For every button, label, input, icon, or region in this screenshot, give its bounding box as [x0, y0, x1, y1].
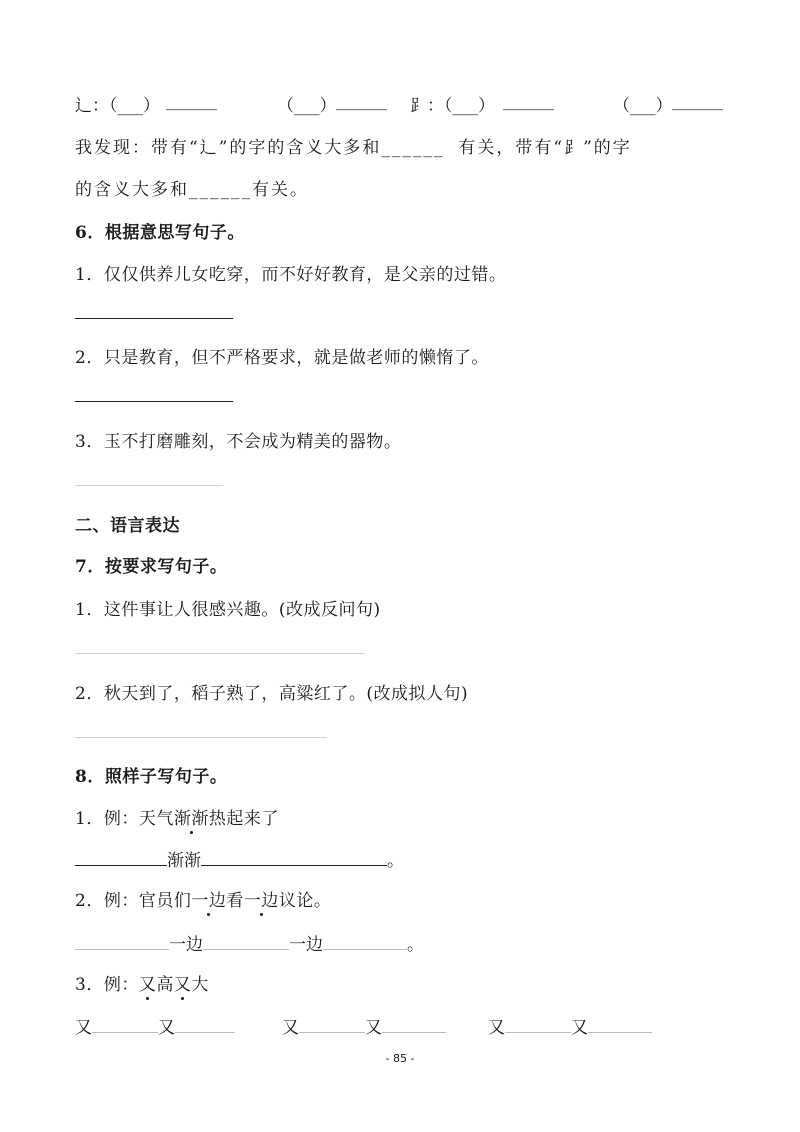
emphasis-dotted-word: 渐渐: [174, 804, 209, 829]
fill-blank[interactable]: [92, 1018, 158, 1033]
q7-answer-line-1[interactable]: [75, 653, 365, 654]
fill-blank[interactable]: [201, 851, 387, 866]
paren-blank[interactable]: （___）: [277, 96, 337, 116]
q8-heading: 8．照样子写句子。: [75, 767, 228, 787]
q7-answer-line-2[interactable]: [75, 737, 327, 738]
q8-fill-3: 又 又: [75, 1013, 235, 1038]
q6-item-3: 3．玉不打磨雕刻，不会成为精美的器物。: [75, 432, 402, 452]
fill-blank[interactable]: [505, 1018, 571, 1033]
radical-zu: ⻊: [410, 96, 427, 116]
fill-blank[interactable]: [382, 1018, 446, 1033]
emphasis-dotted-word: 又: [174, 970, 192, 995]
q7-item-2: 2．秋天到了，稻子熟了，高粱红了。(改成拟人句): [75, 684, 469, 704]
q6-answer-line-1[interactable]: [75, 318, 233, 319]
word-blank[interactable]: ______: [336, 91, 387, 111]
radical-chuo: 辶: [199, 138, 219, 158]
radical-zu: ⻊: [564, 138, 584, 158]
q7-item-1: 1．这件事让人很感兴趣。(改成反问句): [75, 600, 381, 620]
q7-heading: 7．按要求写句子。: [75, 557, 228, 577]
fill-blank[interactable]: [175, 1018, 235, 1033]
q6-item-2: 2．只是教育，但不严格要求，就是做老师的懒惰了。: [75, 348, 489, 368]
paren-blank[interactable]: （___）: [444, 96, 495, 116]
word-blank[interactable]: ______: [166, 91, 217, 111]
q8-fill-2: 一边 一边 。: [75, 930, 424, 955]
emphasis-dotted-word: 一边: [244, 886, 279, 911]
q8-fill-1: 渐渐 。: [75, 846, 404, 871]
q8-fill-3c: 又 又: [488, 1013, 652, 1038]
word-blank[interactable]: ______: [503, 91, 554, 111]
fill-blank[interactable]: [75, 935, 169, 950]
radical-row-2: ⻊：（___）: [410, 96, 495, 116]
q8-example-1: 1．例：天气渐渐热起来了: [75, 804, 279, 829]
discovery-line-1: 我发现：带有“辶”的字的含义大多和______ 有关，带有“⻊”的字: [75, 138, 632, 158]
word-blank[interactable]: ______: [672, 91, 723, 111]
emphasis-dotted-word: 又: [139, 970, 157, 995]
discovery-blank-1[interactable]: ______: [381, 138, 445, 158]
q6-answer-line-3[interactable]: [75, 485, 223, 486]
paren-blank[interactable]: （___）: [613, 96, 673, 116]
fill-blank[interactable]: [75, 851, 167, 866]
fill-blank[interactable]: [323, 935, 407, 950]
section-2-heading: 二、语言表达: [75, 516, 180, 536]
discovery-blank-2[interactable]: ______: [189, 180, 252, 200]
page-number: - 85 -: [385, 1052, 415, 1065]
q6-item-1: 1．仅仅供养儿女吃穿，而不好好教育，是父亲的过错。: [75, 265, 507, 285]
q6-heading: 6．根据意思写句子。: [75, 223, 245, 243]
paren-blank[interactable]: （___）: [109, 96, 160, 116]
radical-row: 辶：（___）: [75, 96, 160, 116]
emphasis-dotted-word: 一边: [191, 886, 226, 911]
q6-answer-line-2[interactable]: [75, 401, 233, 402]
fill-blank[interactable]: [299, 1018, 365, 1033]
discovery-line-2: 的含义大多和______有关。: [75, 180, 309, 200]
fill-blank[interactable]: [203, 935, 289, 950]
q8-fill-3b: 又 又: [282, 1013, 446, 1038]
fill-blank[interactable]: [588, 1018, 652, 1033]
q8-example-3: 3．例：又高又大: [75, 970, 209, 995]
radical-chuo: 辶: [75, 96, 92, 116]
q8-example-2: 2．例：官员们一边看一边议论。: [75, 886, 331, 911]
